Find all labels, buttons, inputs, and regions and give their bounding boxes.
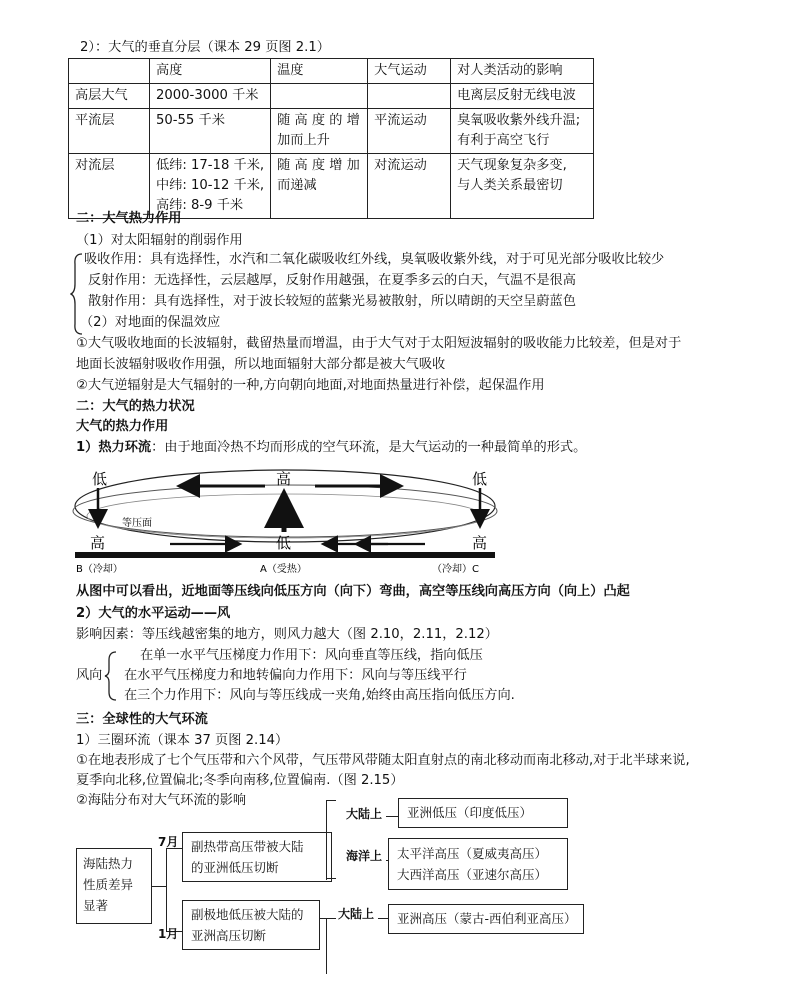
table-cell: 随 高 度 增 加 而递减	[271, 154, 368, 219]
label-bottom-right: 高	[472, 534, 488, 552]
land-label-july: 大陆上	[346, 807, 383, 821]
section-title-vertical-layers: 2）：大气的垂直分层（课本 29 页图 2.1）	[80, 40, 330, 55]
table-cell	[368, 84, 451, 109]
july-label: 7月	[158, 835, 179, 849]
wind-direction-label: 风向	[76, 668, 103, 683]
table-header-cell: 高度	[150, 59, 271, 84]
label-bottom-left: 高	[90, 534, 106, 552]
label-c: （冷却）C	[432, 564, 479, 575]
table-cell: 平流层	[69, 109, 150, 154]
brace-icon	[104, 650, 118, 702]
connector	[152, 886, 166, 887]
table-cell: 50-55 千米	[150, 109, 271, 154]
section-title-thermal-effect: 二：大气热力作用	[76, 211, 182, 226]
connector	[326, 878, 336, 879]
paragraph-line: ①在地表形成了七个气压带和六个风带，气压带风带随太阳直射点的南北移动而南北移动,对于北半球来说,	[76, 753, 690, 768]
table-cell: 对流运动	[368, 154, 451, 219]
thermal-circulation-line	[76, 440, 586, 455]
july-box: 副热带高压带被大陆 的亚洲低压切断	[182, 832, 332, 882]
conclusion-text: 从图中可以看出，近地面等压线向低压方向（向下）弯曲，高空等压线向高压方向（向上）凸起	[76, 584, 630, 599]
paragraph-line: ②大气逆辐射是大气辐射的一种,方向朝向地面,对地面热量进行补偿，起保温作用	[76, 378, 545, 393]
absorption-text: 吸收作用：具有选择性，水汽和二氧化碳吸收红外线，臭氧吸收紫外线，对于可见光部分吸收比较少	[84, 252, 665, 267]
table-header-cell: 对人类活动的影响	[451, 59, 594, 84]
connector	[326, 918, 327, 974]
wind-factor: 影响因素：等压线越密集的地方，则风力越大（图 2.10，2.11，2.12）	[76, 627, 498, 642]
thermal-circulation-diagram	[70, 462, 510, 576]
label-bottom-mid: 低	[276, 534, 292, 552]
three-cell-line: 1）三圈环流（课本 37 页图 2.14）	[76, 733, 289, 748]
section-title-thermal-state: 二：大气的热力状况	[76, 399, 195, 414]
asia-high-box: 亚洲高压（蒙古-西伯利亚高压）	[388, 904, 584, 934]
table-header-cell: 大气运动	[368, 59, 451, 84]
thermal-circulation-label: 1）热力环流	[76, 440, 152, 455]
table-row	[69, 154, 594, 219]
wind-title: 2）大气的水平运动——风	[76, 606, 231, 621]
table-row	[69, 84, 594, 109]
subsection-thermal-action: 大气的热力作用	[76, 419, 169, 434]
ground-bar	[75, 552, 495, 558]
section-title-global-circulation: 三：全球性的大气环流	[76, 712, 208, 727]
paragraph-line: ②海陆分布对大气环流的影响	[76, 793, 247, 808]
land-label-january: 大陆上	[338, 907, 375, 921]
thermal-circulation-text: ：由于地面冷热不均而形成的空气环流，是大气运动的一种最简单的形式。	[151, 440, 587, 455]
scattering-text: 散射作用：具有选择性，对于波长较短的蓝紫光易被散射，所以晴朗的天空呈蔚蓝色	[88, 294, 576, 309]
asia-low-box: 亚洲低压（印度低压）	[398, 798, 568, 828]
paragraph-line: 地面长波辐射吸收作用强，所以地面辐射大部分都是被大气吸收	[76, 357, 446, 372]
wind-case-1: 在单一水平气压梯度力作用下：风向垂直等压线，指向低压	[140, 648, 483, 663]
subsection-weakening: （1）对太阳辐射的削弱作用	[76, 233, 243, 248]
connector	[326, 800, 336, 801]
atmosphere-layers-table	[68, 58, 594, 219]
table-header-cell: 温度	[271, 59, 368, 84]
table-cell: 高层大气	[69, 84, 150, 109]
table-row	[69, 109, 594, 154]
connector	[386, 816, 398, 817]
table-cell: 对流层	[69, 154, 150, 219]
table-cell	[271, 84, 368, 109]
connector	[378, 918, 388, 919]
sea-label-july: 海洋上	[346, 849, 383, 863]
january-label: 1月	[158, 927, 179, 941]
wind-case-3: 在三个力作用下：风向与等压线成一夹角,始终由高压指向低压方向.	[124, 688, 515, 703]
root-box: 海陆热力 性质差异 显著	[76, 848, 152, 924]
isobar-label: 等压面	[122, 518, 152, 529]
subsection-insulation: （2）对地面的保温效应	[80, 315, 221, 330]
table-cell: 天气现象复杂多变, 与人类关系最密切	[451, 154, 594, 219]
paragraph-line: ①大气吸收地面的长波辐射，截留热量而增温，由于大气对于太阳短波辐射的吸收能力比较差，但是对于	[76, 336, 682, 351]
connector	[326, 800, 327, 880]
table-cell: 平流运动	[368, 109, 451, 154]
label-top-right: 低	[472, 470, 488, 488]
connector	[166, 848, 167, 932]
ocean-highs-box: 太平洋高压（夏威夷高压） 大西洋高压（亚速尔高压）	[388, 838, 568, 890]
table-cell: 电离层反射无线电波	[451, 84, 594, 109]
wind-case-2: 在水平气压梯度力和地转偏向力作用下：风向与等压线平行	[124, 668, 467, 683]
table-header-row	[69, 59, 594, 84]
label-a: A（受热）	[260, 564, 307, 575]
table-cell: 臭氧吸收紫外线升温; 有利于高空飞行	[451, 109, 594, 154]
table-cell: 2000-3000 千米	[150, 84, 271, 109]
paragraph-line: 夏季向北移,位置偏北;冬季向南移,位置偏南.（图 2.15）	[76, 773, 404, 788]
reflection-text: 反射作用：无选择性，云层越厚，反射作用越强，在夏季多云的白天，气温不是很高	[88, 273, 576, 288]
label-top-mid: 高	[276, 470, 292, 488]
table-cell: 随 高 度 的 增 加而上升	[271, 109, 368, 154]
table-header-cell	[69, 59, 150, 84]
label-b: B（冷却）	[76, 564, 123, 575]
table-cell: 低纬: 17-18 千米, 中纬: 10-12 千米, 高纬: 8-9 千米	[150, 154, 271, 219]
january-box: 副极地低压被大陆的 亚洲高压切断	[182, 900, 320, 950]
connector	[320, 918, 336, 919]
label-top-left: 低	[92, 470, 108, 488]
